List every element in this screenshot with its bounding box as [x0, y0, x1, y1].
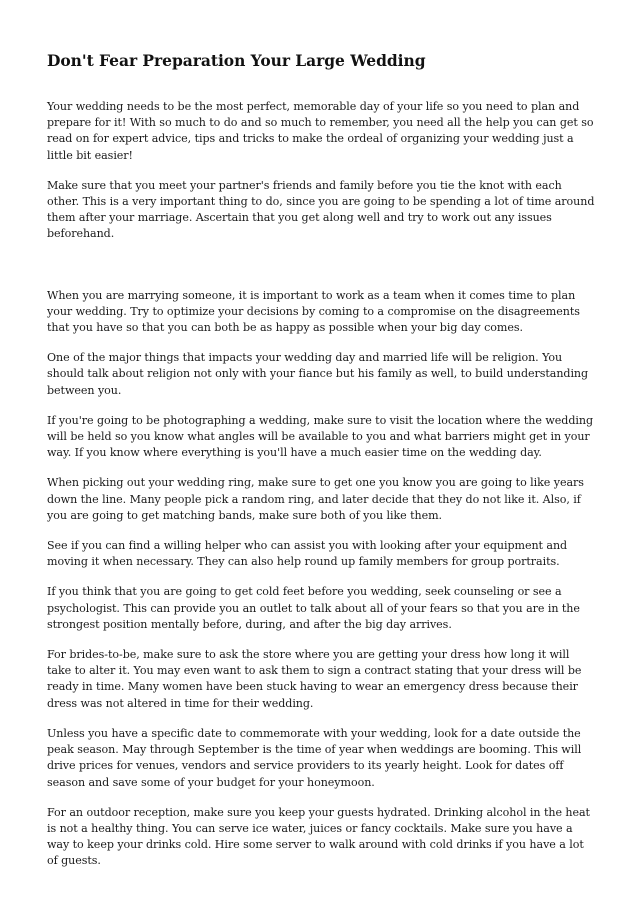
paragraph-meet-family: Make sure that you meet your partner's friends and family before you tie the knot with each other. This is a very important thing to do, since you are going to be spending a lot of time around them after your marriage. Ascertain that you get along well and try to work out any issues beforehand.: [47, 178, 595, 241]
paragraph-intro: Your wedding needs to be the most perfect, memorable day of your life so you need to plan and prepare for it! With so much to do and so much to remember, you need all the help you can get so read on for expert advice, tips and tricks to make the ordeal of organizing your wedding just a little bit easier!: [47, 100, 594, 162]
document-title: Don't Fear Preparation Your Large Wedding: [47, 51, 426, 70]
paragraph-cold-feet: If you think that you are going to get cold feet before you wedding, seek counseling or see a psychologist. This can provide you an outlet to talk about all of your fears so that you are in the strongest position mentally before, during, and after the big day arrives.: [47, 585, 580, 631]
paragraph-teamwork: When you are marrying someone, it is important to work as a team when it comes time to plan your wedding. Try to optimize your decisions by coming to a compromise on the disagreements that you have so that you can both be as happy as possible when your big day comes.: [47, 288, 580, 335]
paragraph-photography: If you're going to be photographing a wedding, make sure to visit the location where the wedding will be held so you know what angles will be available to you and what barriers might get in your way. If you know where everything is you'll have a much easier time on the wedding day.: [47, 413, 593, 460]
paragraph-date: Unless you have a specific date to commemorate with your wedding, look for a date outside the peak season. May through September is the time of year when weddings are booming. This will drive prices for venues, vendors and service providers to its yearly height. Look for dates off season and save some of your budget for your honeymoon.: [47, 726, 582, 789]
paragraph-religion: One of the major things that impacts your wedding day and married life will be religion. You should talk about religion not only with your fiance but his family as well, to build understanding between you.: [47, 351, 589, 397]
paragraph-wedding-ring: When picking out your wedding ring, make sure to get one you know you are going to like years down the line. Many people pick a random ring, and later decide that they do not like it. Also, if you are going to get matching bands, make sure both of you like them.: [47, 476, 584, 522]
paragraph-outdoor-reception: For an outdoor reception, make sure you keep your guests hydrated. Drinking alcohol in the heat is not a healthy thing. You can serve ice water, juices or fancy cocktails. Make sure you have a way to keep your drinks cold. Hire some server to walk around with cold drinks if you have a lot of guests.: [47, 805, 590, 868]
document-body: [47, 99, 595, 884]
paragraph-helper: See if you can find a willing helper who can assist you with looking after your equipment and moving it when necessary. They can also help round up family members for group portraits.: [47, 539, 568, 569]
paragraph-dress: For brides-to-be, make sure to ask the store where you are getting your dress how long it will take to alter it. You may even want to ask them to sign a contract stating that your dress will be ready in time. Many women have been stuck having to wear an emergency dress because their dress was not altered in time for their wedding.: [47, 648, 582, 710]
